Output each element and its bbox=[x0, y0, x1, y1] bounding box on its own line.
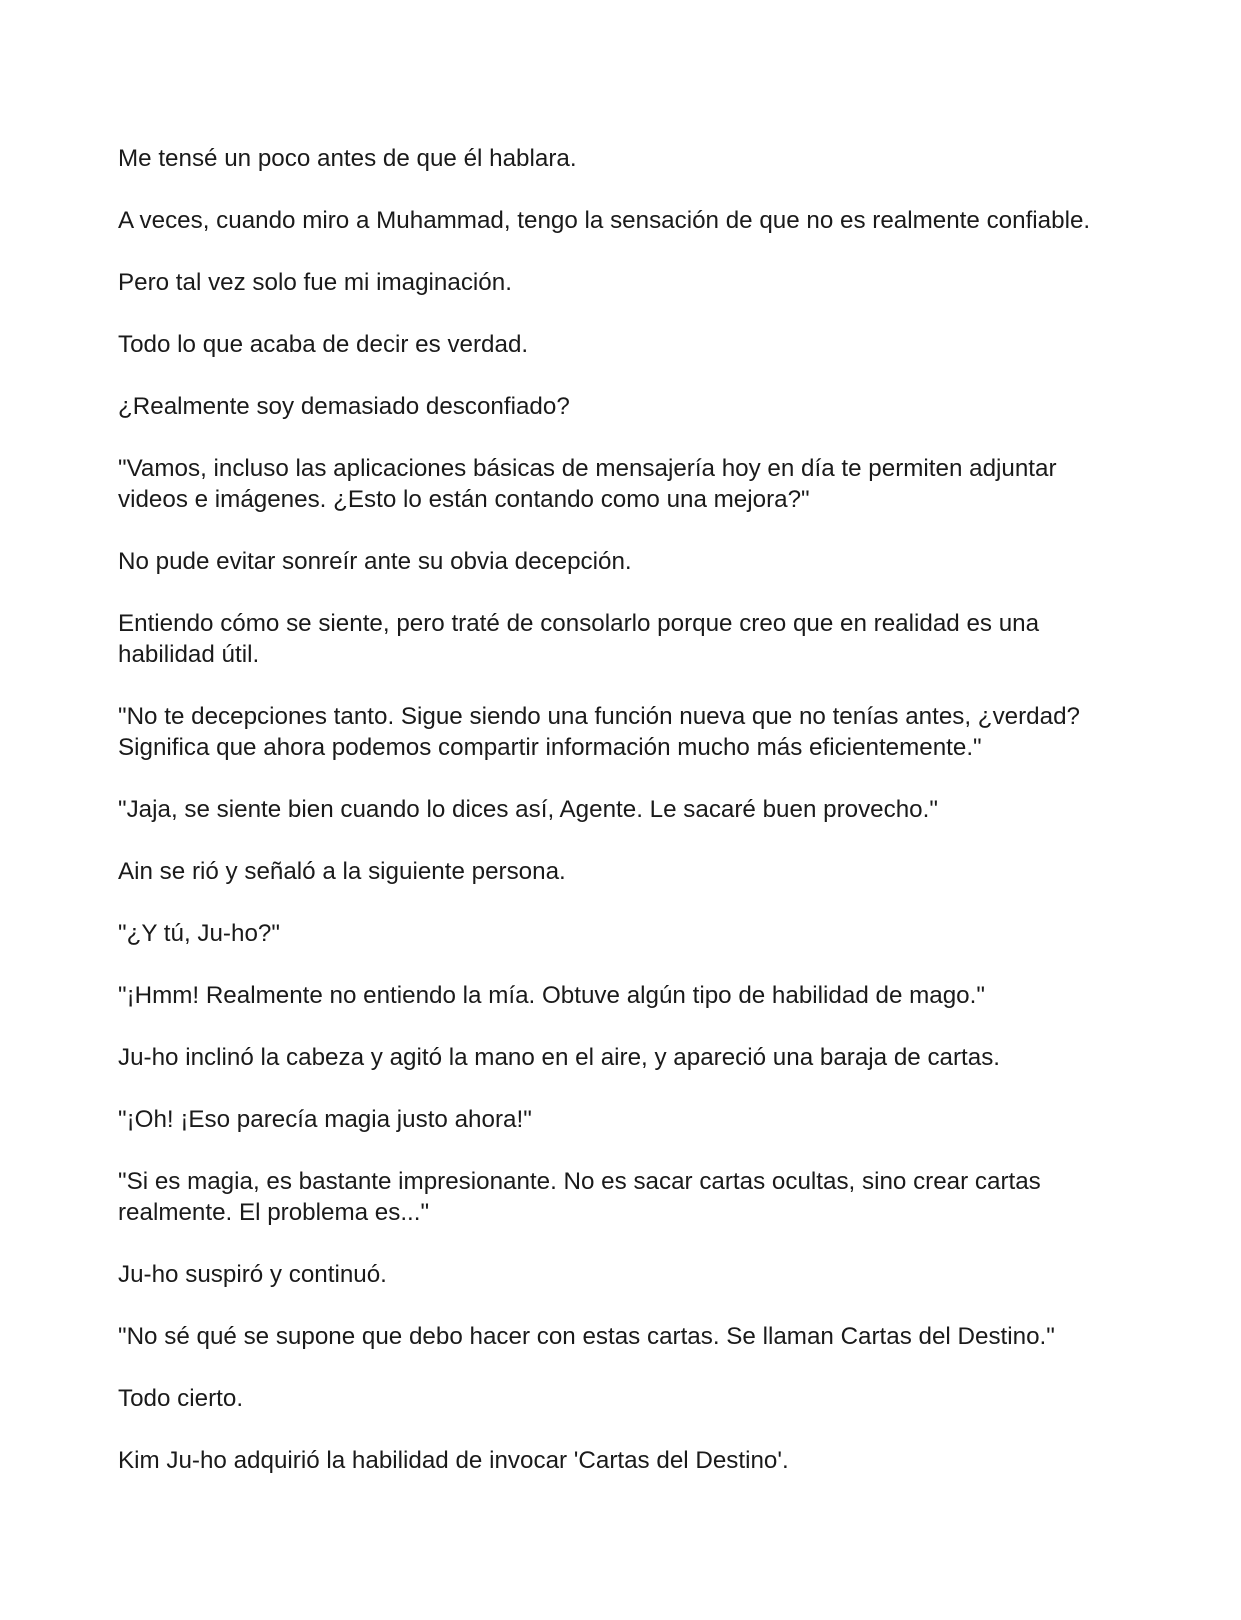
paragraph: A veces, cuando miro a Muhammad, tengo la sensación de que no es realmente confiable. bbox=[118, 207, 1091, 234]
paragraph: Pero tal vez solo fue mi imaginación. bbox=[118, 269, 512, 296]
paragraph: Ain se rió y señaló a la siguiente persona. bbox=[118, 858, 566, 885]
paragraph: Todo cierto. bbox=[118, 1385, 244, 1412]
paragraph: "No sé qué se supone que debo hacer con estas cartas. Se llaman Cartas del Destino." bbox=[118, 1323, 1055, 1350]
paragraph: "¿Y tú, Ju-ho?" bbox=[118, 920, 280, 947]
paragraph: No pude evitar sonreír ante su obvia decepción. bbox=[118, 548, 632, 575]
document-body bbox=[118, 143, 1128, 1507]
paragraph: Kim Ju-ho adquirió la habilidad de invocar 'Cartas del Destino'. bbox=[118, 1447, 789, 1474]
paragraph: Me tensé un poco antes de que él hablara. bbox=[118, 145, 577, 172]
paragraph: Entiendo cómo se siente, pero traté de consolarlo porque creo que en realidad es una habilidad útil. bbox=[118, 610, 1040, 668]
paragraph: "Jaja, se siente bien cuando lo dices así, Agente. Le sacaré buen provecho." bbox=[118, 796, 938, 823]
paragraph: Ju-ho suspiró y continuó. bbox=[118, 1261, 387, 1288]
paragraph: "Vamos, incluso las aplicaciones básicas de mensajería hoy en día te permiten adjuntar videos e imágenes. ¿Esto lo están contando como una mejora?" bbox=[118, 455, 1057, 513]
paragraph: Todo lo que acaba de decir es verdad. bbox=[118, 331, 529, 358]
paragraph: "Si es magia, es bastante impresionante. No es sacar cartas ocultas, sino crear cartas realmente. El problema es..." bbox=[118, 1168, 1041, 1226]
paragraph: "¡Hmm! Realmente no entiendo la mía. Obtuve algún tipo de habilidad de mago." bbox=[118, 982, 985, 1009]
paragraph: ¿Realmente soy demasiado desconfiado? bbox=[118, 393, 570, 420]
paragraph: "No te decepciones tanto. Sigue siendo una función nueva que no tenías antes, ¿verdad? Significa que ahora podemos compartir información mucho más eficientemente." bbox=[118, 703, 1080, 761]
paragraph: Ju-ho inclinó la cabeza y agitó la mano en el aire, y apareció una baraja de cartas. bbox=[118, 1044, 1001, 1071]
paragraph: "¡Oh! ¡Eso parecía magia justo ahora!" bbox=[118, 1106, 532, 1133]
